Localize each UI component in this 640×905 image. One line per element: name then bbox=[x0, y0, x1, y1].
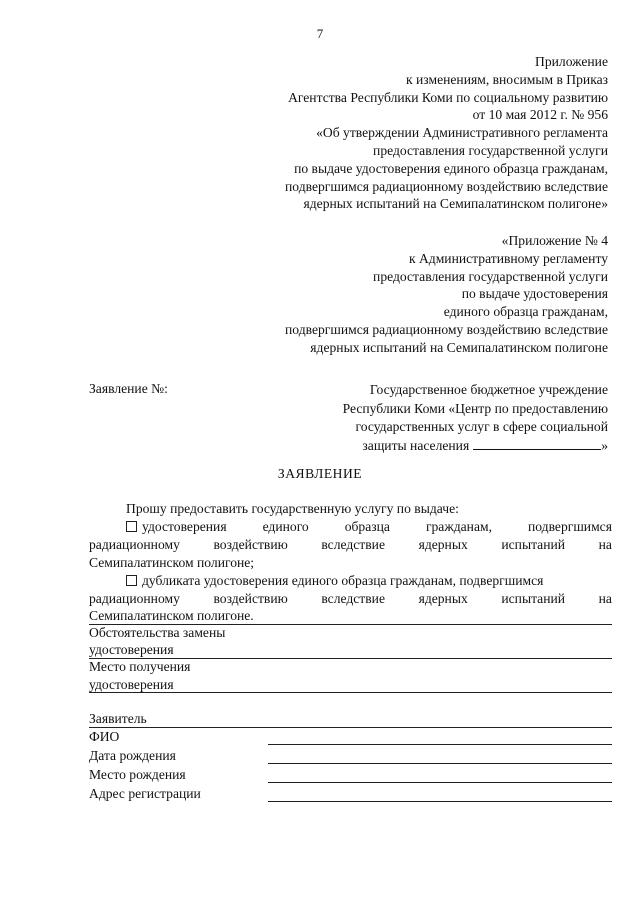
place-label-2: удостоверения bbox=[89, 677, 174, 692]
word: испытаний bbox=[501, 591, 566, 606]
appendix-header-line: «Об утверждении Административного регламента bbox=[316, 125, 608, 141]
recipient-line: Республики Коми «Центр по предоставлению bbox=[342, 400, 608, 416]
word: вследствие bbox=[321, 537, 385, 552]
recipient-line-last bbox=[343, 437, 608, 456]
birth-place-field-line[interactable] bbox=[268, 782, 612, 783]
appendix-header-line: ядерных испытаний на Семипалатинском полигоне» bbox=[303, 196, 608, 212]
fio-label: ФИО bbox=[89, 729, 120, 744]
option-2-text: дубликата удостоверения единого образца гражданам, подвергшимся bbox=[142, 573, 544, 588]
option-2-checkbox[interactable] bbox=[126, 575, 137, 586]
word: на bbox=[598, 537, 612, 552]
appendix-header-line: от 10 мая 2012 г. № 956 bbox=[472, 107, 608, 123]
word: воздействию bbox=[213, 591, 288, 606]
appendix-4-header-line: к Административному регламенту bbox=[408, 250, 608, 266]
birth-date-label: Дата рождения bbox=[89, 748, 176, 763]
recipient-last-text: защиты населения bbox=[362, 437, 470, 453]
recipient-line: Государственное бюджетное учреждение bbox=[369, 382, 608, 397]
appendix-header-line: подвергшимся радиационному воздействию вследствие bbox=[285, 178, 608, 194]
appendix-4-header-line: «Приложение № 4 bbox=[501, 233, 608, 248]
statement-number-label: Заявление №: bbox=[89, 381, 168, 396]
option-2-justified-2 bbox=[89, 590, 612, 608]
recipient-block bbox=[343, 381, 608, 455]
word: вследствие bbox=[321, 591, 385, 606]
option-1-justified bbox=[126, 518, 612, 536]
appendix-header-line: Агентства Республики Коми по социальному развитию bbox=[288, 89, 608, 105]
option-1-justified-2 bbox=[89, 536, 612, 554]
option-1-line-1 bbox=[126, 518, 612, 536]
appendix-4-header-line: по выдаче удостоверения bbox=[461, 286, 608, 302]
option-1-line-2 bbox=[89, 536, 612, 554]
recipient-blank-line[interactable] bbox=[473, 437, 601, 450]
checkbox-word-group bbox=[126, 518, 227, 536]
option-1-checkbox[interactable] bbox=[126, 521, 137, 532]
appendix-header-line: к изменениям, вносимым в Приказ bbox=[406, 71, 608, 87]
address-label: Адрес регистрации bbox=[89, 786, 201, 801]
word: гражданам, bbox=[425, 519, 492, 534]
appendix-4-header-line: подвергшимся радиационному воздействию вследствие bbox=[285, 321, 608, 337]
word: на bbox=[598, 591, 612, 606]
replacement-label-1: Обстоятельства замены bbox=[89, 625, 226, 640]
appendix-4-header-line: предоставления государственной услуги bbox=[373, 268, 608, 284]
appendix-4-header-line: единого образца гражданам, bbox=[443, 304, 608, 320]
fio-field-line[interactable] bbox=[268, 744, 612, 745]
place-field-line[interactable] bbox=[89, 692, 612, 693]
replacement-label-2: удостоверения bbox=[89, 642, 174, 657]
word: испытаний bbox=[501, 537, 566, 552]
word: подвергшимся bbox=[527, 519, 612, 534]
recipient-line: государственных услуг в сфере социальной bbox=[355, 419, 608, 434]
option-2-line-1 bbox=[126, 572, 612, 590]
word: ядерных bbox=[418, 537, 468, 552]
word: удостоверения bbox=[142, 519, 227, 534]
word: единого bbox=[262, 519, 309, 534]
address-field-line[interactable] bbox=[268, 801, 612, 802]
word: ядерных bbox=[418, 591, 468, 606]
applicant-label: Заявитель bbox=[89, 711, 147, 726]
appendix-header-line: по выдаче удостоверения единого образца гражданам, bbox=[294, 160, 608, 176]
appendix-header-line: Приложение bbox=[535, 54, 608, 69]
document-title: ЗАЯВЛЕНИЕ bbox=[277, 466, 363, 481]
place-label-1: Место получения bbox=[89, 659, 191, 674]
option-2-line-2 bbox=[89, 590, 612, 608]
birth-place-label: Место рождения bbox=[89, 767, 186, 782]
appendix-4-header-line: ядерных испытаний на Семипалатинском полигоне bbox=[310, 339, 608, 355]
intro-text: Прошу предоставить государственную услугу по выдаче: bbox=[126, 501, 459, 516]
word: воздействию bbox=[213, 537, 288, 552]
appendix-4-header bbox=[285, 232, 608, 357]
option-2-line-3: Семипалатинском полигоне. bbox=[89, 608, 254, 623]
appendix-header-line: предоставления государственной услуги bbox=[373, 142, 608, 158]
appendix-header bbox=[285, 53, 608, 213]
option-1-line-3: Семипалатинском полигоне; bbox=[89, 555, 255, 570]
page-number: 7 bbox=[316, 26, 324, 41]
word: радиационному bbox=[89, 591, 180, 606]
recipient-closing-quote: » bbox=[601, 437, 608, 453]
word: радиационному bbox=[89, 537, 180, 552]
word: образца bbox=[344, 519, 390, 534]
applicant-field-line[interactable] bbox=[89, 727, 612, 728]
birth-date-field-line[interactable] bbox=[268, 763, 612, 764]
